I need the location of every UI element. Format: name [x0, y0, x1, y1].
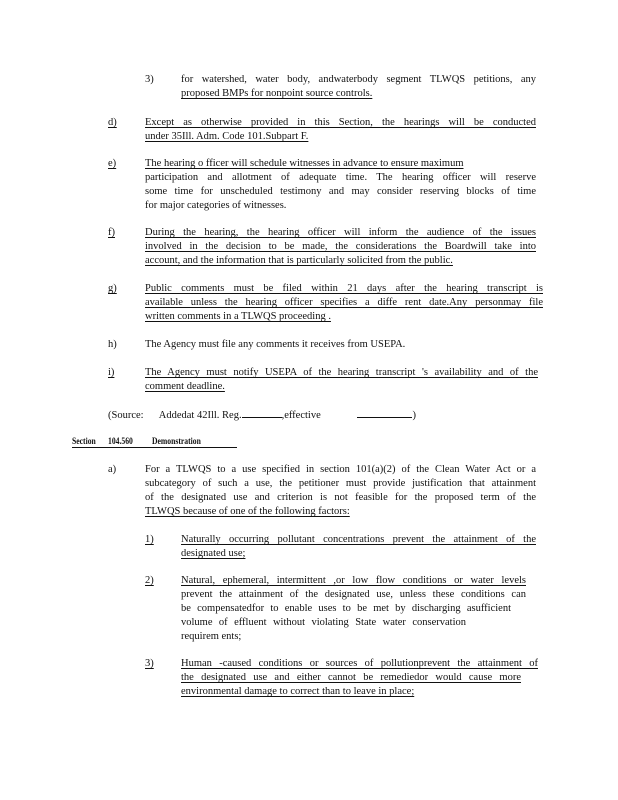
para-a-line-1: For a TLWQS to a use specified in section 101(a)(2) of the Clean Water Act or a: [145, 464, 536, 475]
item-g-line-2: available unless the hearing officer specifies a diffe rent date.Any personmay file: [145, 297, 543, 308]
factor-2-line-2: prevent the attainment of the designated use, unless these conditions can: [181, 589, 526, 600]
item-i-line-1: The Agency must notify USEPA of the hearing transcript 's availability and of the: [145, 367, 538, 378]
para-a-line-3: of the designated use and criterion is not feasible for the proposed term of the: [145, 492, 536, 503]
factor-1-line-2: designated use;: [181, 548, 246, 559]
item-3-line-1: for watershed, water body, andwaterbody segment TLWQS petitions, any: [181, 74, 536, 85]
item-e-line-2: participation and allotment of adequate time. The hearing officer will reserve: [145, 172, 536, 183]
item-3-text: [181, 73, 536, 101]
item-i-line-2: comment deadline.: [145, 381, 225, 392]
effective-date-blank: [357, 407, 412, 418]
factor-2-line-1: Natural, ephemeral, intermittent ,or low flow conditions or water levels: [181, 575, 526, 586]
factor-2-line-5: requirem ents;: [181, 631, 242, 642]
factor-3-line-3: environmental damage to correct than to leave in place;: [181, 686, 415, 697]
factor-3-line-2: the designated use and either cannot be remediedor would cause more: [181, 672, 521, 683]
item-d-label: d): [108, 117, 117, 128]
para-a-label: a): [108, 464, 117, 475]
factor-2-label: 2): [145, 575, 154, 586]
item-g-line-1: Public comments must be filed within 21 days after the hearing transcript is: [145, 283, 543, 294]
item-f-text: [145, 226, 536, 268]
item-f-label: f): [108, 227, 115, 238]
item-g-text: [145, 282, 543, 324]
item-f-line-1: During the hearing, the hearing officer will inform the audience of the issues: [145, 227, 536, 238]
item-h-label: h): [108, 339, 117, 350]
factor-3-line-1: Human -caused conditions or sources of pollutionprevent the attainment of: [181, 658, 538, 669]
para-a-line-2: subcategory of such a use, the petitioner must provide justification that attainment: [145, 478, 536, 489]
item-i-text: [145, 366, 538, 394]
item-d-line-2: under 35Ill. Adm. Code 101.Subpart F.: [145, 131, 309, 142]
section-title: Demonstration: [152, 436, 201, 446]
item-d-text: [145, 116, 536, 144]
factor-3-label: 3): [145, 658, 154, 669]
factor-2-text: [181, 574, 526, 644]
source-note: [108, 407, 428, 423]
factor-1-text: [181, 533, 536, 561]
item-e-text: [145, 157, 536, 213]
factor-2-line-4: volume of effluent without violating State water conservation: [181, 617, 466, 628]
item-d-line-1: Except as otherwise provided in this Section, the hearings will be conducted: [145, 117, 536, 128]
factor-2-line-3: be compensatedfor to enable uses to be met by discharging asufficient: [181, 603, 511, 614]
item-e-line-3: some time for unscheduled testimony and may consider reserving blocks of time: [145, 186, 536, 197]
source-effective: ,effective: [281, 410, 321, 421]
item-h-text: [145, 338, 536, 352]
source-prefix: (Source:: [108, 410, 144, 421]
item-3-line-2: proposed BMPs for nonpoint source controls.: [181, 88, 373, 99]
source-close: ): [412, 410, 416, 421]
section-label: Section: [72, 436, 96, 446]
source-added: Addedat 42Ill. Reg.: [158, 410, 242, 421]
item-e-line-1: The hearing o fficer will schedule witnesses in advance to ensure maximum: [145, 158, 464, 169]
item-f-line-3: account, and the information that is particularly solicited from the public.: [145, 255, 453, 266]
section-number: 104.560: [108, 436, 133, 446]
section-heading: [72, 434, 237, 448]
para-a-line-4: TLWQS because of one of the following factors:: [145, 506, 350, 517]
item-e-label: e): [108, 158, 117, 169]
para-a-text: [145, 463, 536, 519]
item-i-label: i): [108, 367, 115, 378]
item-3-label: 3): [145, 74, 154, 85]
factor-1-line-1: Naturally occurring pollutant concentrations prevent the attainment of the: [181, 534, 536, 545]
item-g-label: g): [108, 283, 117, 294]
register-blank: [242, 407, 282, 418]
factor-3-text: [181, 657, 538, 699]
item-g-line-3: written comments in a TLWQS proceeding .: [145, 311, 331, 322]
item-f-line-2: involved in the decision to be made, the considerations the Boardwill take into: [145, 241, 536, 252]
item-e-line-4: for major categories of witnesses.: [145, 200, 287, 211]
factor-1-label: 1): [145, 534, 154, 545]
item-h-line-1: The Agency must file any comments it receives from USEPA.: [145, 339, 406, 350]
